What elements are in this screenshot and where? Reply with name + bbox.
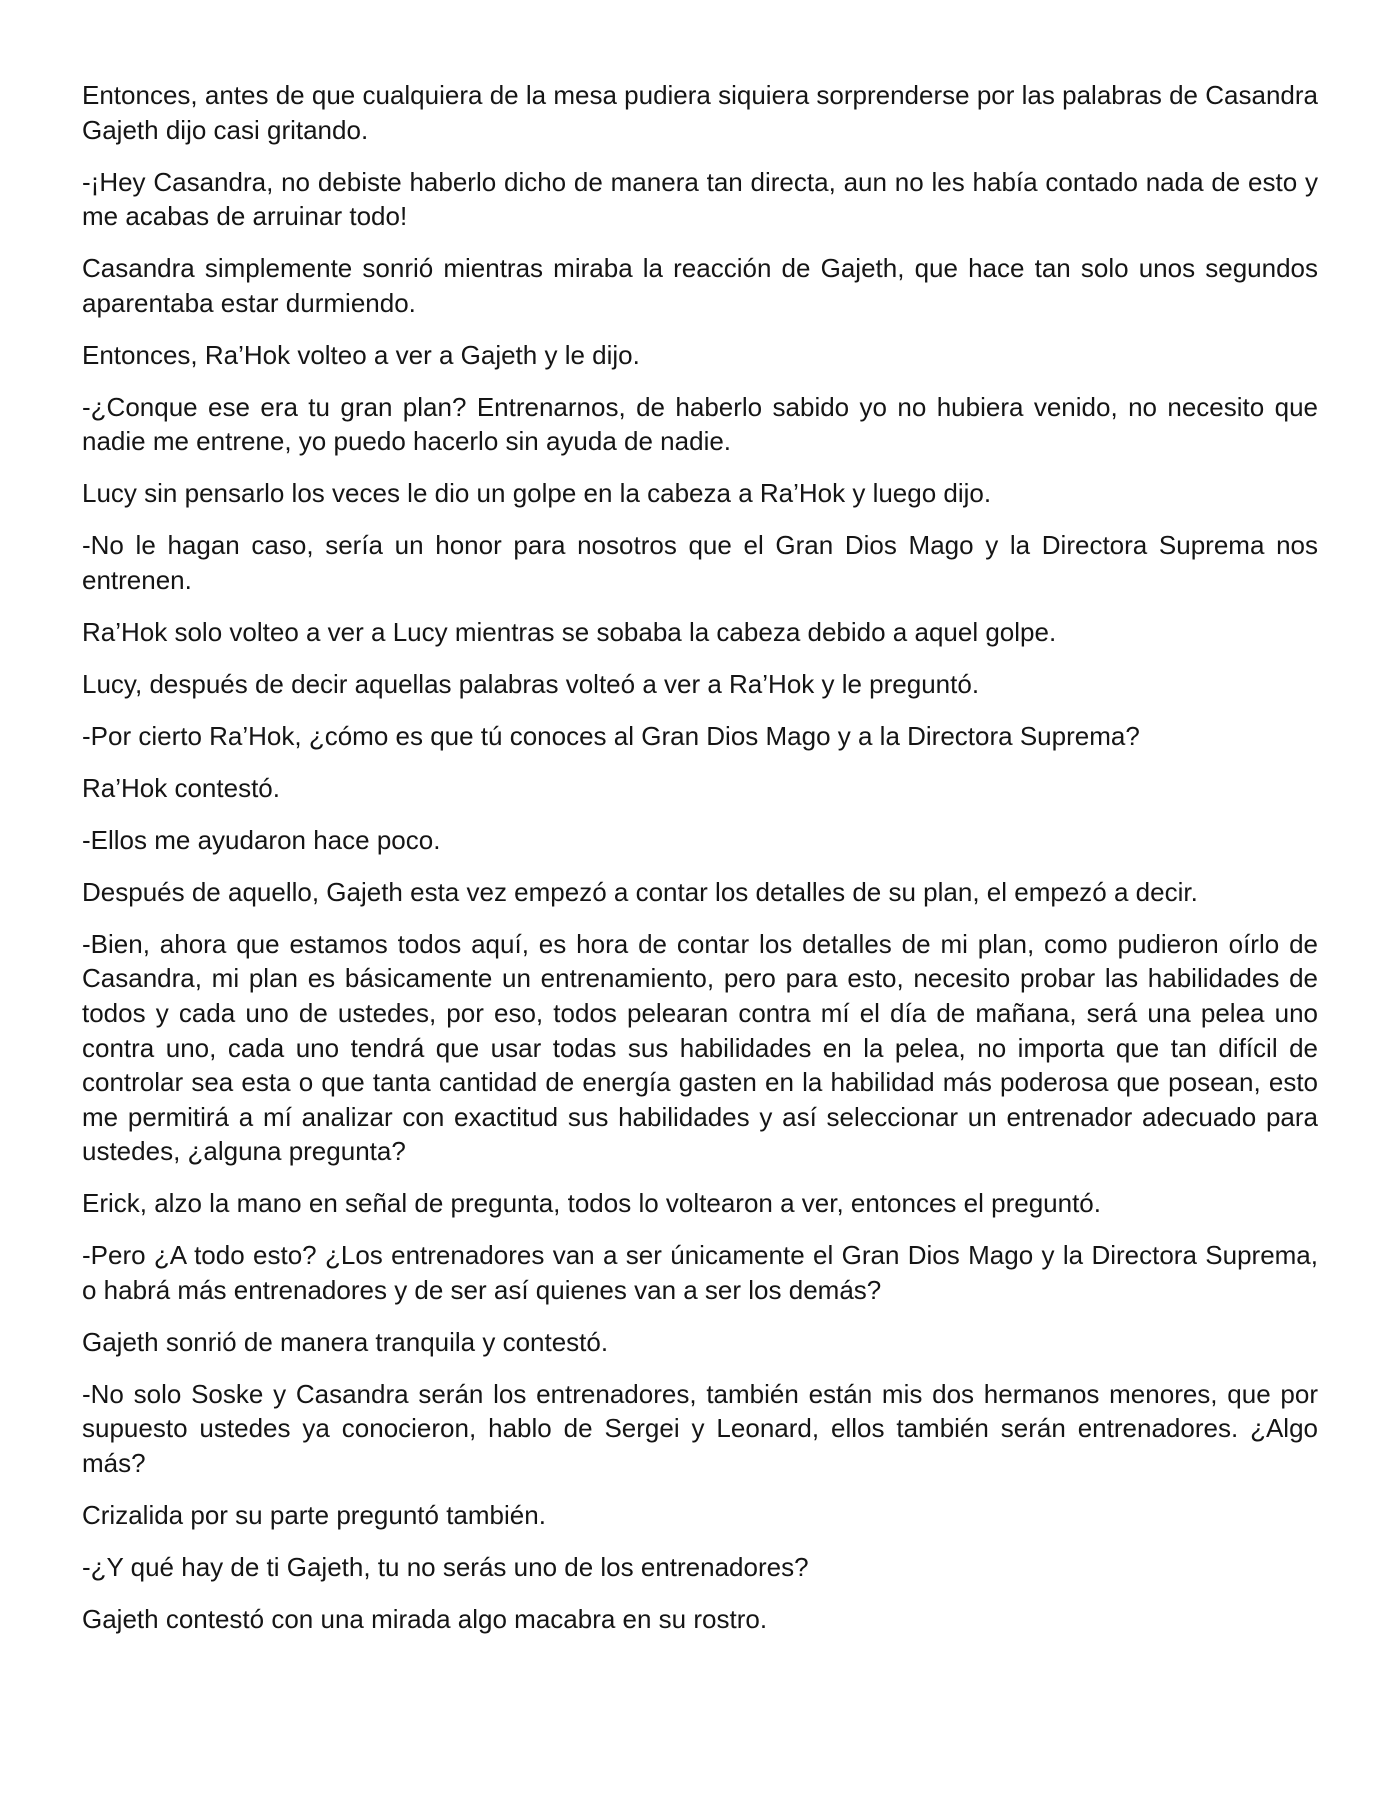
paragraph: -No le hagan caso, sería un honor para nosotros que el Gran Dios Mago y la Directora Suprema nos entrenen. <box>82 530 1318 595</box>
paragraph: -¿Y qué hay de ti Gajeth, tu no serás uno de los entrenadores? <box>82 1552 809 1583</box>
paragraph: Lucy, después de decir aquellas palabras volteó a ver a Ra’Hok y le preguntó. <box>82 668 980 699</box>
paragraph: -¿Conque ese era tu gran plan? Entrenarnos, de haberlo sabido yo no hubiera venido, no necesito que nadie me entrene, yo puedo hacerlo sin ayuda de nadie. <box>82 391 1318 457</box>
paragraph: Crizalida por su parte preguntó también. <box>82 1500 546 1531</box>
paragraph: -Por cierto Ra’Hok, ¿cómo es que tú conoces al Gran Dios Mago y a la Directora Suprema? <box>82 720 1140 751</box>
paragraph: -Ellos me ayudaron hace poco. <box>82 824 441 855</box>
paragraph: Después de aquello, Gajeth esta vez empezó a contar los detalles de su plan, el empezó a decir. <box>82 876 1198 907</box>
paragraph: -¡Hey Casandra, no debiste haberlo dicho de manera tan directa, aun no les había contado nada de esto y me acabas de arruinar todo! <box>82 166 1318 232</box>
paragraph: Entonces, antes de que cualquiera de la mesa pudiera siquiera sorprenderse por las palabras de Casandra Gajeth dijo casi gritando. <box>82 80 1318 145</box>
document-page <box>82 78 1318 1654</box>
paragraph: Ra’Hok contestó. <box>82 772 280 803</box>
paragraph: Gajeth contestó con una mirada algo macabra en su rostro. <box>82 1604 768 1634</box>
paragraph: -Bien, ahora que estamos todos aquí, es hora de contar los detalles de mi plan, como pudieron oírlo de Casandra, mi plan es básicamente un entrenamiento, pero para esto, necesito probar las habilidades de todos y cada uno de ustedes, por eso, todos pelearan contra mí el día de mañana, será una pelea uno contra uno, cada uno tendrá que usar todas sus habilidades en la pelea, no importa que tan difícil de controlar sea esta o que tanta cantidad de energía gasten en la habilidad más poderosa que posean, esto me permitirá a mí analizar con exactitud sus habilidades y así seleccionar un entrenador adecuado para ustedes, ¿alguna pregunta? <box>82 928 1318 1167</box>
paragraph: Ra’Hok solo volteo a ver a Lucy mientras se sobaba la cabeza debido a aquel golpe. <box>82 616 1057 647</box>
paragraph: Erick, alzo la mano en señal de pregunta, todos lo voltearon a ver, entonces el preguntó. <box>82 1188 1101 1219</box>
paragraph: Casandra simplemente sonrió mientras miraba la reacción de Gajeth, que hace tan solo unos segundos aparentaba estar durmiendo. <box>82 253 1318 318</box>
paragraph: Gajeth sonrió de manera tranquila y contestó. <box>82 1326 609 1357</box>
paragraph: -No solo Soske y Casandra serán los entrenadores, también están mis dos hermanos menores, que por supuesto ustedes ya conocieron, hablo de Sergei y Leonard, ellos también serán entrenadores. ¿Algo más? <box>82 1378 1318 1479</box>
paragraph: Lucy sin pensarlo los veces le dio un golpe en la cabeza a Ra’Hok y luego dijo. <box>82 478 992 509</box>
paragraph: -Pero ¿A todo esto? ¿Los entrenadores van a ser únicamente el Gran Dios Mago y la Directora Suprema, o habrá más entrenadores y de ser así quienes van a ser los demás? <box>82 1240 1318 1305</box>
paragraph: Entonces, Ra’Hok volteo a ver a Gajeth y le dijo. <box>82 339 640 370</box>
